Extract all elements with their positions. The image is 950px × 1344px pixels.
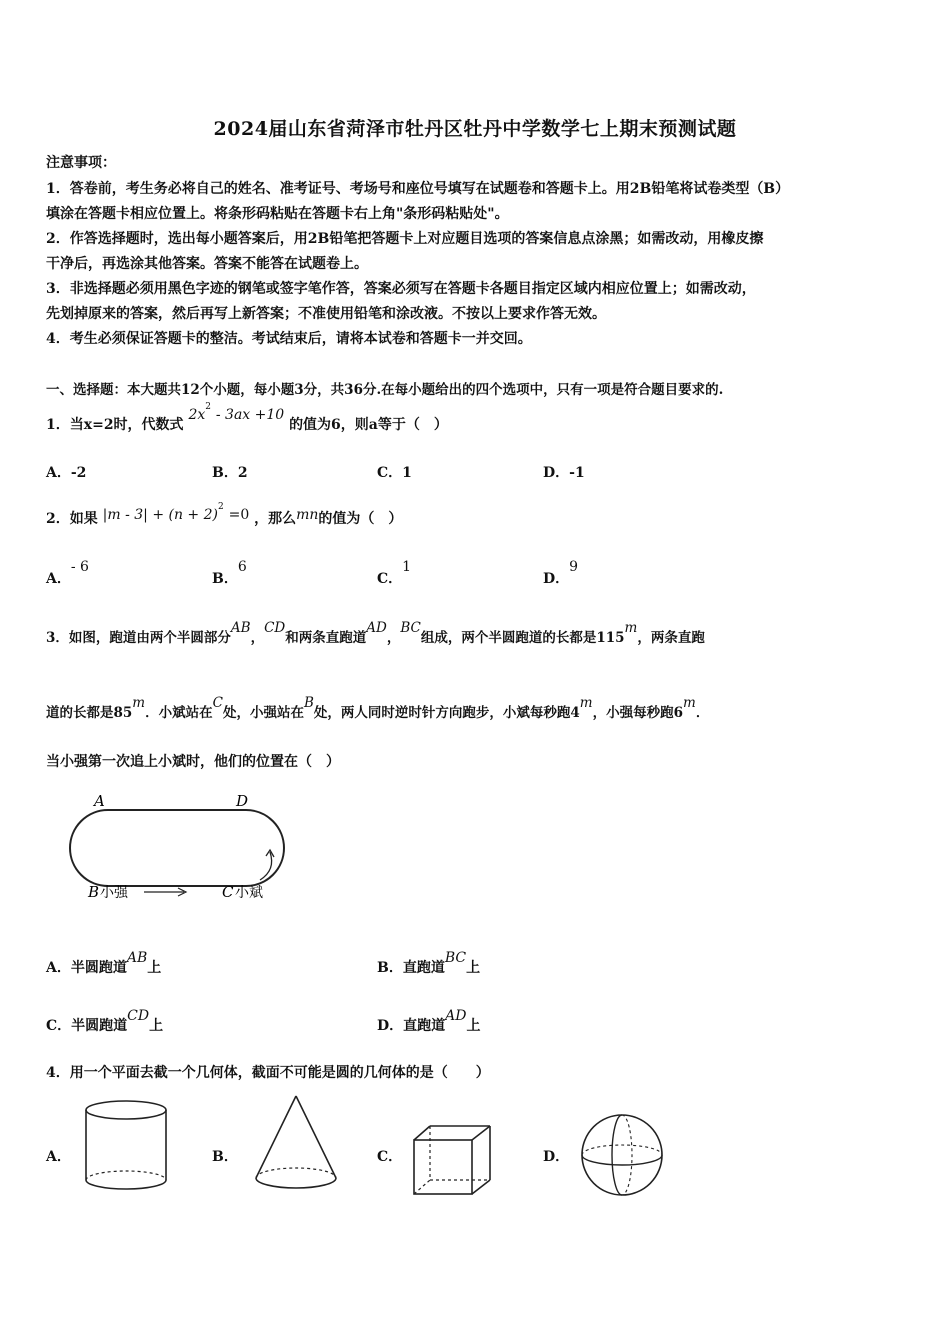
option-value: -2 (70, 465, 87, 481)
q3-text: 处，两人同时逆时针方向跑步，小斌每秒跑4 (313, 705, 580, 721)
sphere-icon[interactable] (578, 1108, 668, 1202)
section-heading: 一、选择题：本大题共12个小题，每小题3分，共36分.在每小题给出的四个选项中，只有一项是符合题目要求的. (46, 382, 724, 398)
cone-icon[interactable] (250, 1092, 340, 1200)
q1-option-a[interactable] (46, 462, 86, 482)
option-label: B． (212, 571, 238, 587)
notice-line: 4．考生必须保证答题卡的整洁。考试结束后，请将本试卷和答题卡一并交回。 (46, 331, 532, 347)
q1-prefix: 1．当x=2时，代数式 (46, 417, 184, 433)
option-var: AD (445, 1008, 467, 1024)
q4-option-a-label[interactable]: A． (46, 1149, 71, 1165)
q3-text: ， (250, 630, 265, 646)
curve-arrow (260, 852, 272, 880)
option-value: 2 (237, 465, 248, 481)
q2-option-c[interactable] (377, 559, 412, 588)
option-label: D．直跑道 (377, 1018, 446, 1034)
q3-option-d[interactable] (377, 1008, 481, 1035)
q3-text: ，两条直跑 (637, 630, 705, 646)
cube-icon[interactable] (408, 1122, 498, 1198)
question-1 (46, 402, 448, 434)
q3-text: 道的长都是85 (46, 705, 133, 721)
q3-option-b[interactable] (377, 950, 481, 977)
notice-line: 2．作答选择题时，选出每小题答案后，用2B铅笔把答题卡上对应题目选项的答案信息点涂黑；如需改动，用橡皮擦 (46, 231, 764, 247)
q1-option-b[interactable] (212, 462, 248, 482)
q3-text: 组成，两个半圆跑道的长都是115 (420, 630, 625, 646)
q3-text: 3．如图，跑道由两个半圆部分 (46, 630, 231, 646)
q2-option-b[interactable] (212, 559, 247, 588)
option-label: C．半圆跑道 (46, 1018, 128, 1034)
q3-unit-m: m (579, 695, 593, 711)
question-2 (46, 502, 403, 528)
question-3-line-3: 当小强第一次追上小斌时，他们的位置在（ ） (46, 754, 340, 770)
label-xiaobin: 小斌 (235, 885, 263, 901)
q3-var-c: C (212, 695, 223, 711)
q2-var: mn (296, 507, 319, 523)
q2-mid: ，那么 (254, 511, 297, 527)
option-value: 1 (402, 465, 412, 481)
q3-unit-m: m (683, 695, 696, 711)
option-value: -1 (569, 465, 585, 481)
notice-line: 3．非选择题必须用黑色字迹的钢笔或签字笔作答，答案必须写在答题卡各题目指定区域内相应位置上；如需改动， (46, 281, 756, 297)
track-figure (64, 790, 294, 905)
q1-suffix: 的值为6，则a等于（ ） (289, 417, 448, 433)
option-tail: 上 (466, 960, 481, 976)
q3-option-c[interactable] (46, 1008, 164, 1035)
q1-expr-sup: 2 (205, 402, 211, 412)
option-label: A． (46, 465, 71, 481)
q3-var-cd: CD (264, 620, 286, 636)
label-a: A (94, 792, 105, 810)
q2-option-a[interactable] (46, 559, 89, 588)
notice-line: 填涂在答题卡相应位置上。将条形码粘贴在答题卡右上角"条形码粘贴处"。 (46, 206, 509, 222)
q3-text: 和两条直跑道 (285, 630, 367, 646)
q2-expr-b: =0 (228, 507, 250, 523)
q2-option-d[interactable] (543, 559, 579, 588)
q4-option-c-label[interactable]: C． (377, 1149, 403, 1165)
q3-unit-m: m (132, 695, 146, 711)
q3-text: ，小强每秒跑6 (592, 705, 683, 721)
option-tail: 上 (147, 960, 162, 976)
notice-line: 干净后，再选涂其他答案。答案不能答在试题卷上。 (46, 256, 368, 272)
option-label: C． (377, 465, 403, 481)
question-4: 4．用一个平面去截一个几何体，截面不可能是圆的几何体的是（ ） (46, 1065, 490, 1081)
label-c: C (222, 883, 234, 901)
option-var: AB (126, 950, 148, 966)
option-var: CD (127, 1008, 150, 1024)
page-title: 2024届山东省菏泽市牡丹区牡丹中学数学七上期末预测试题 (213, 118, 737, 140)
label-xiaoqiang: 小强 (100, 885, 128, 901)
question-3-line-1 (46, 620, 705, 646)
option-value: 1 (402, 559, 412, 575)
q2-prefix: 2．如果 (46, 511, 98, 527)
q3-text: ．小斌站在 (145, 705, 213, 721)
option-var: BC (444, 950, 467, 966)
q3-text: 处，小强站在 (222, 705, 304, 721)
q1-expr-a: 2x (188, 407, 206, 423)
q2-expr-a: |m - 3| + (n + 2) (102, 507, 218, 523)
q3-option-a[interactable] (46, 950, 162, 977)
q2-suffix: 的值为（ ） (318, 511, 403, 527)
q3-text: ， (386, 630, 401, 646)
q4-option-d-label[interactable]: D． (543, 1149, 570, 1165)
notice-line: 1．答卷前，考生务必将自己的姓名、准考证号、考场号和座位号填写在试题卷和答题卡上。用2B铅笔将试卷类型（B） (46, 181, 790, 197)
q2-expr-sup: 2 (217, 502, 224, 512)
q3-var-ab: AB (230, 620, 251, 636)
label-b: B (88, 883, 100, 901)
option-label: B．直跑道 (377, 960, 445, 976)
question-3-line-2 (46, 695, 710, 721)
option-value: - 6 (70, 559, 89, 575)
option-label: D． (543, 571, 570, 587)
q3-text: ． (695, 705, 710, 721)
q3-var-ad: AD (366, 620, 387, 636)
option-label: B． (212, 465, 238, 481)
q1-option-c[interactable] (377, 462, 412, 482)
option-tail: 上 (466, 1018, 481, 1034)
q3-var-bc: BC (400, 620, 421, 636)
option-tail: 上 (149, 1018, 164, 1034)
q1-option-d[interactable] (543, 462, 585, 482)
option-value: 9 (569, 559, 579, 575)
cylinder-icon[interactable] (80, 1098, 172, 1198)
option-label: A． (46, 571, 71, 587)
notice-line: 先划掉原来的答案，然后再写上新答案；不准使用铅笔和涂改液。不按以上要求作答无效。 (46, 306, 606, 322)
option-value: 6 (237, 559, 247, 575)
q3-var-b: B (303, 695, 314, 711)
q3-unit-m: m (624, 620, 638, 636)
q1-expr-b: - 3ax +10 (215, 407, 285, 423)
q4-option-b-label[interactable]: B． (212, 1149, 238, 1165)
option-label: D． (543, 465, 570, 481)
track-outline (70, 810, 284, 886)
label-d: D (236, 792, 249, 810)
option-label: C． (377, 571, 403, 587)
notice-heading: 注意事项： (46, 155, 116, 171)
option-label: A．半圆跑道 (46, 960, 127, 976)
